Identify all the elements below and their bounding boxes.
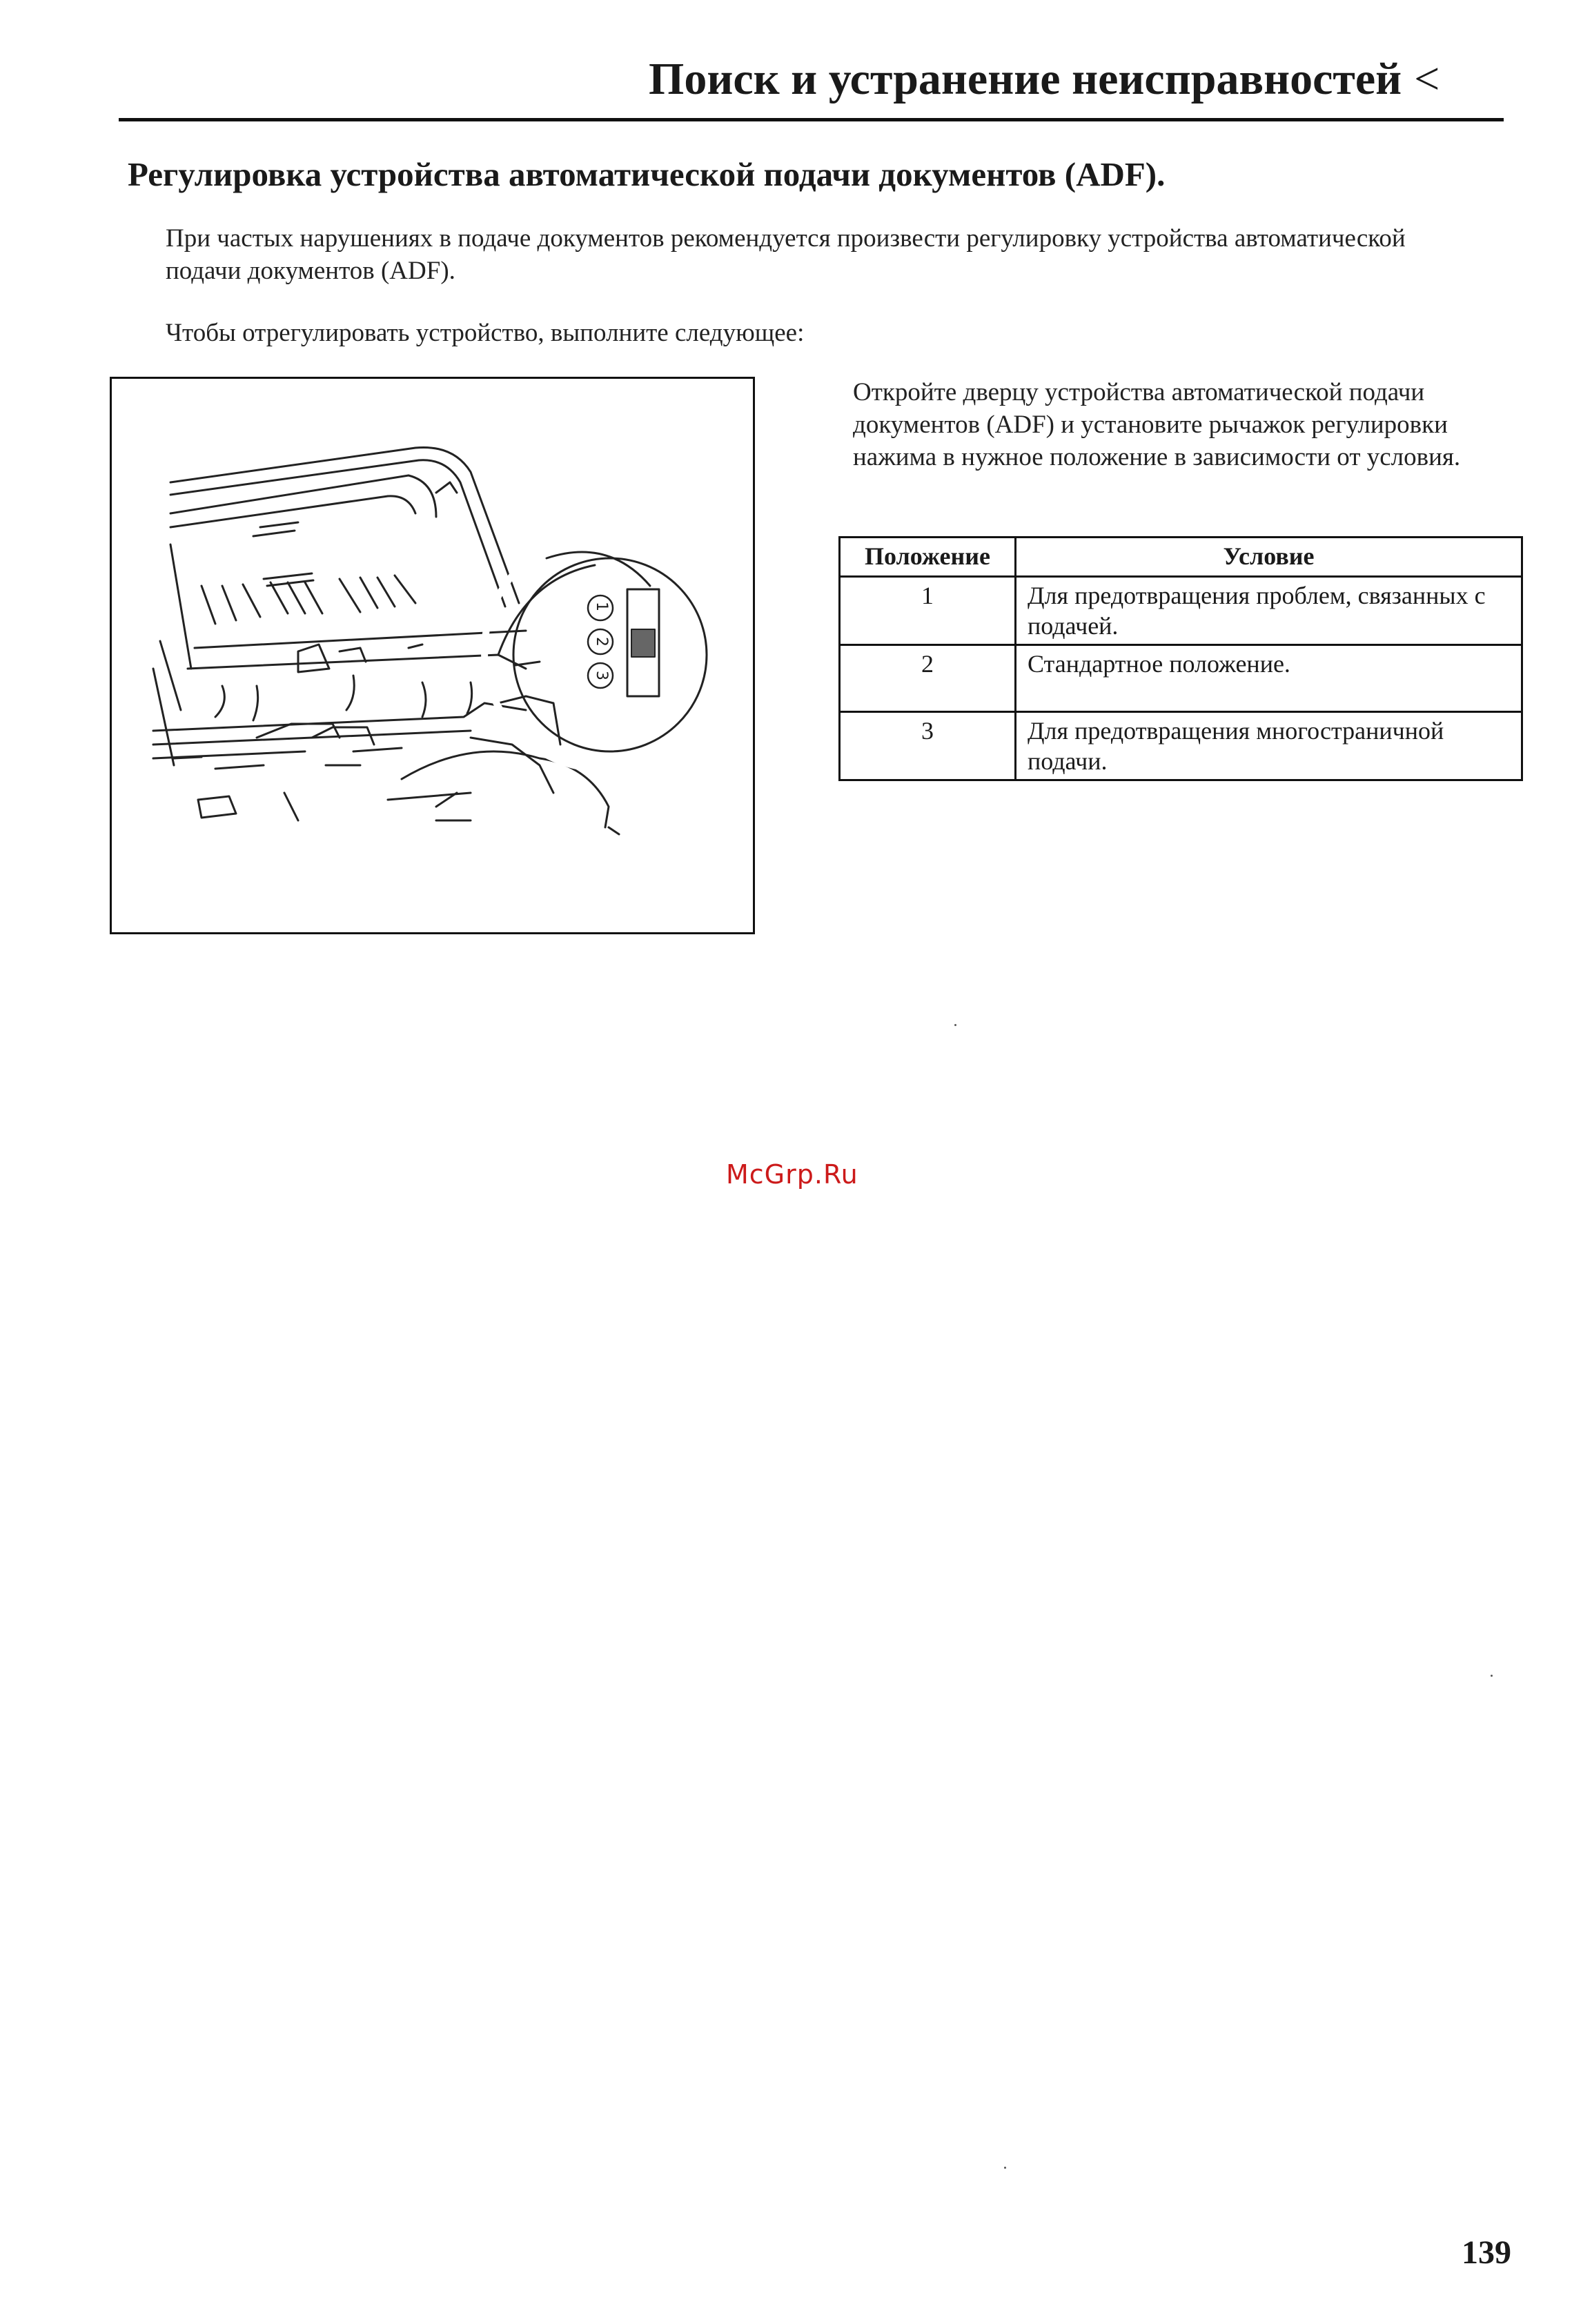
cell-condition: Для предотвращения многостраничной подачи.: [1016, 712, 1522, 780]
cell-condition: Стандартное положение.: [1016, 645, 1522, 712]
header-arrow-mark: <: [1414, 54, 1440, 104]
cell-position: 2: [840, 645, 1016, 712]
cell-position: 3: [840, 712, 1016, 780]
adf-drawing: [112, 379, 753, 932]
scan-speck: [1004, 2167, 1006, 2169]
table-row: [840, 645, 1522, 712]
scan-speck: [954, 1024, 956, 1026]
header-title-text: Поиск и устранение неисправностей: [649, 54, 1402, 104]
column-header-condition: Условие: [1016, 538, 1522, 577]
lever-position-label-1: 1: [593, 602, 610, 611]
lever-position-label-2: 2: [593, 637, 610, 647]
adf-illustration: [110, 377, 755, 934]
section-heading: Регулировка устройства автоматической подачи документов (ADF).: [128, 155, 1166, 193]
scan-speck: [1491, 1675, 1493, 1677]
table-row: [840, 577, 1522, 645]
intro-paragraph: При частых нарушениях в подаче документов рекомендуется произвести регулировку устройства автоматической подачи документов (ADF).: [166, 224, 1406, 285]
header-rule: [119, 118, 1504, 121]
lever-position-label-3: 3: [593, 671, 610, 680]
position-condition-table: [838, 536, 1523, 781]
lead-paragraph: Чтобы отрегулировать устройство, выполните следующее:: [166, 319, 805, 347]
table-row: [840, 712, 1522, 780]
cell-position: 1: [840, 577, 1016, 645]
column-header-position: Положение: [840, 538, 1016, 577]
instruction-paragraph: Откройте дверцу устройства автоматической подачи документов (ADF) и установите рычажок регулировки нажима в нужное положение в зависимости от условия.: [853, 378, 1461, 471]
watermark-text: McGrp.Ru: [726, 1159, 858, 1190]
table-header-row: [840, 538, 1522, 577]
cell-condition: Для предотвращения проблем, связанных с подачей.: [1016, 577, 1522, 645]
page-number: 139: [1462, 2234, 1511, 2271]
page-header-title: [649, 54, 1504, 104]
